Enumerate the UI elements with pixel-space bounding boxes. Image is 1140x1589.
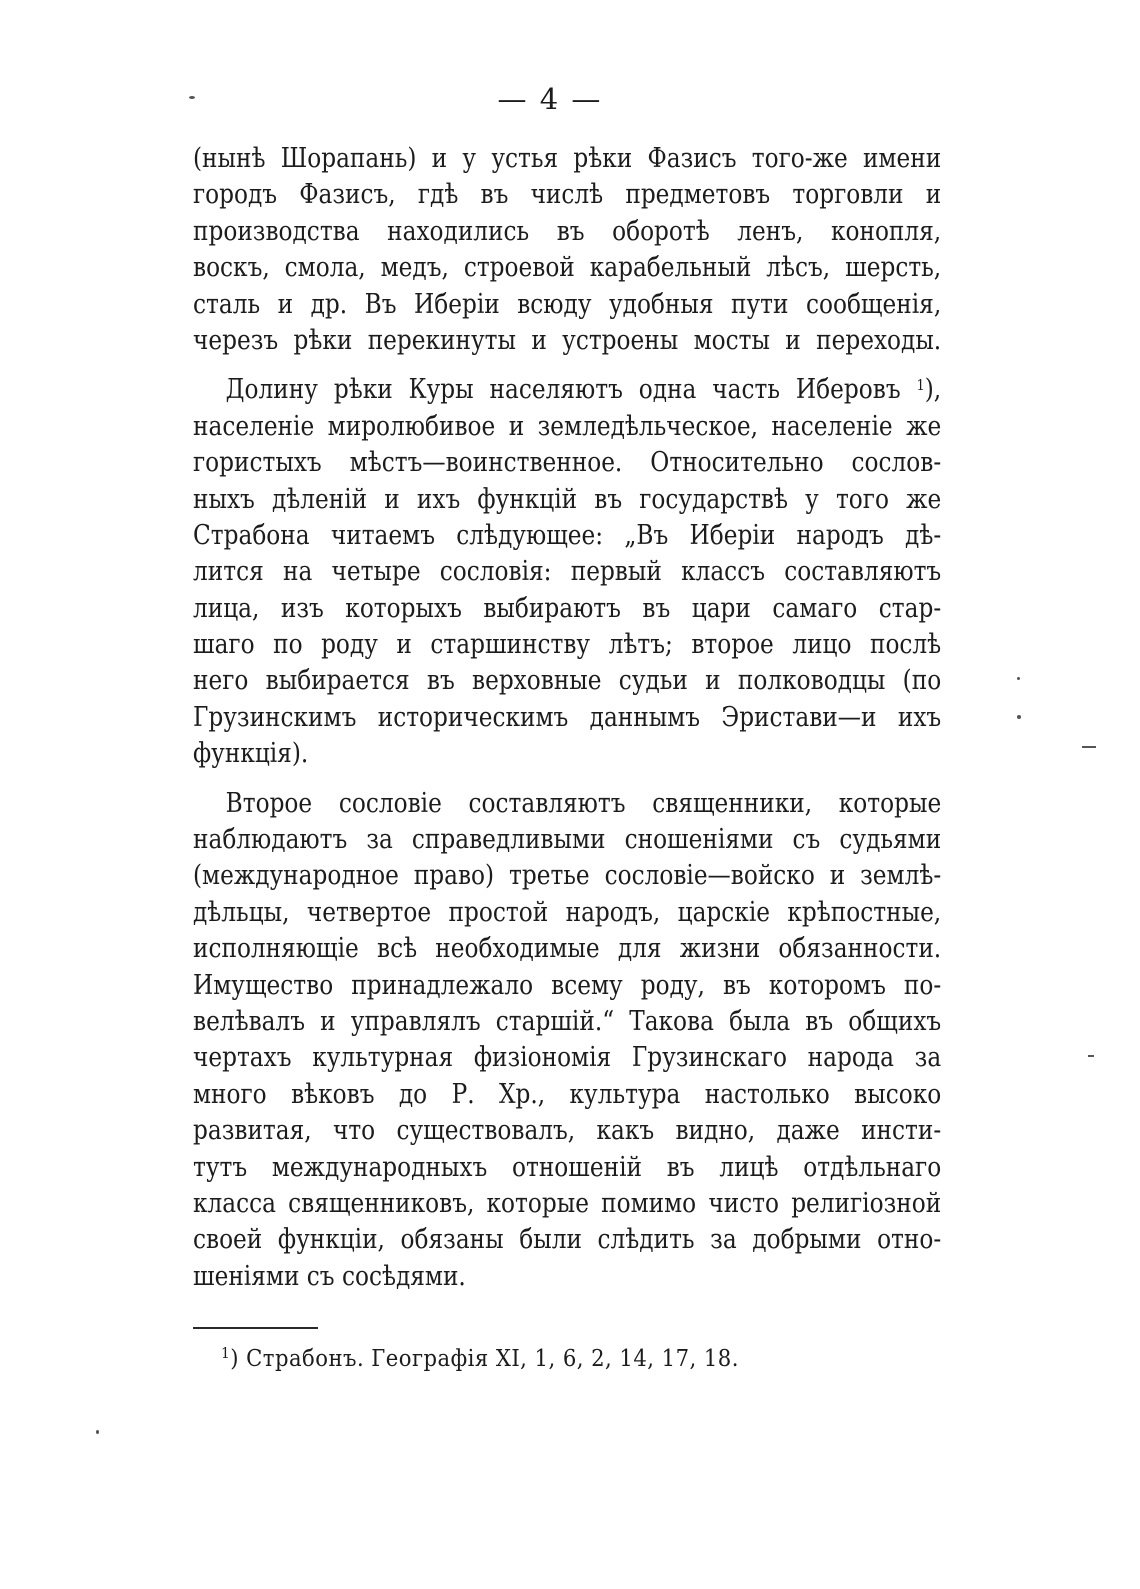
text-line: него выбирается въ верховные судьи и полководцы (по	[193, 665, 942, 697]
footnote-reference-suffix: ),	[924, 374, 942, 406]
text-line: гористыхъ мѣстъ—воинственное. Относительно сослов-	[193, 447, 942, 479]
text-line: городъ Фазисъ, гдѣ въ числѣ предметовъ торговли и	[193, 179, 942, 211]
text-line: исполняющіе всѣ необходимые для жизни обязанности.	[193, 933, 942, 965]
text-line: развитая, что существовалъ, какъ видно, даже инсти-	[193, 1115, 942, 1147]
text-line: Имущество принадлежало всему роду, въ которомъ по-	[193, 969, 942, 1001]
body-text	[193, 141, 941, 1295]
page-number: — 4 —	[497, 82, 603, 116]
text-line: воскъ, смола, медъ, строевой карабельный лѣсъ, шерсть,	[193, 252, 942, 284]
text-line: населеніе миролюбивое и земледѣльческое, населеніе же	[193, 410, 942, 442]
text-line: Страбона читаемъ слѣдующее: „Въ Иберіи народъ дѣ-	[193, 519, 942, 551]
text-line: лица, изъ которыхъ выбираютъ въ цари самаго стар-	[193, 592, 942, 624]
text-line: своей функціи, обязаны были слѣдить за добрыми отно-	[193, 1224, 942, 1256]
text-line: велѣвалъ и управлялъ старшій.“ Такова была въ общихъ	[193, 1005, 942, 1037]
paragraph-2	[193, 372, 941, 772]
text-line: (нынѣ Шорапань) и у устья рѣки Фазисъ того-же имени	[193, 143, 942, 174]
text-line: много вѣковъ до Р. Хр., культура настолько высоко	[193, 1078, 942, 1110]
text-line: Второе сословіе составляютъ священники, которые	[225, 787, 942, 819]
paragraph-1	[193, 141, 941, 359]
footnote	[221, 1343, 739, 1375]
footnote-marker: 1	[221, 1344, 231, 1362]
text-line: лится на четыре сословія: первый классъ составляютъ	[193, 556, 942, 588]
footnote-divider	[193, 1327, 318, 1329]
text-line: шеніями съ сосѣдями.	[193, 1260, 466, 1292]
footnote-reference: 1	[916, 376, 925, 395]
footnote-text: Страбонъ. Географія XI, 1, 6, 2, 14, 17, 18.	[246, 1346, 739, 1372]
text-line	[193, 372, 941, 408]
scan-speck	[1017, 677, 1020, 680]
scan-speck	[1082, 746, 1096, 748]
footnote-marker-suffix: )	[230, 1346, 239, 1372]
text-line: дѣльцы, четвертое простой народъ, царскіе крѣпостные,	[193, 896, 942, 928]
scan-speck	[96, 1430, 99, 1434]
text-line: чертахъ культурная физіономія Грузинскаго народа за	[193, 1042, 942, 1074]
scan-speck	[1088, 1055, 1094, 1057]
text-line: наблюдаютъ за справедливыми сношеніями съ судьями	[193, 824, 942, 856]
text-line: шаго по роду и старшинству лѣтъ; второе лицо послѣ	[193, 629, 942, 661]
text-line: тутъ международныхъ отношеній въ лицѣ отдѣльнаго	[193, 1151, 942, 1183]
paragraph-3	[193, 786, 941, 1295]
text-line: класса священниковъ, которые помимо чисто религіозной	[193, 1187, 942, 1219]
scan-speck	[1017, 715, 1021, 719]
text-line: ныхъ дѣленій и ихъ функцій въ государствѣ у того же	[193, 483, 942, 515]
text-line: сталь и др. Въ Иберіи всюду удобныя пути сообщенія,	[193, 288, 942, 320]
text-line: Грузинскимъ историческимъ даннымъ Эристави—и ихъ	[193, 701, 942, 733]
scan-speck	[189, 96, 195, 99]
text-line-content: Долину рѣки Куры населяютъ одна часть Иберовъ	[225, 374, 901, 406]
text-line: функція).	[193, 738, 309, 770]
text-line: черезъ рѣки перекинуты и устроены мосты и переходы.	[193, 324, 942, 356]
text-line: производства находились въ оборотѣ ленъ, конопля,	[193, 215, 942, 247]
text-line: (международное право) третье сословіе—войско и землѣ-	[193, 860, 942, 892]
